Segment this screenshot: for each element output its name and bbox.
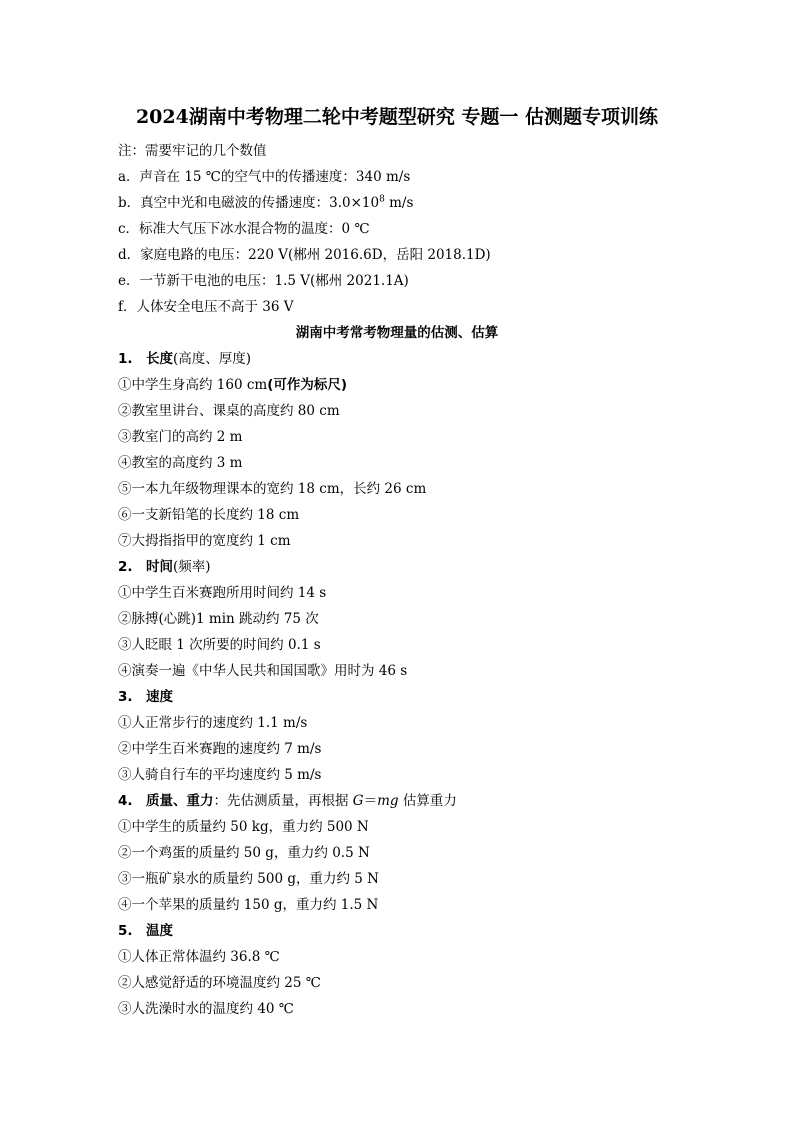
list-item: ③人骑自行车的平均速度约 5 m/s	[118, 767, 322, 783]
note-item-a: a．声音在 15 ℃的空气中的传播速度：340 m/s	[118, 169, 411, 185]
list-item: ①人体正常体温约 36.8 ℃	[118, 949, 280, 965]
notes-header: 注：需要牢记的几个数值	[118, 143, 267, 159]
section-title: 湖南中考常考物理量的估测、估算	[295, 325, 499, 341]
note-item-c: c．标准大气压下冰水混合物的温度：0 ℃	[118, 221, 370, 237]
section-1-heading: 1. 长度(高度、厚度)	[118, 351, 252, 367]
section-2-heading: 2. 时间(频率)	[118, 559, 211, 575]
list-item: ⑦大拇指指甲的宽度约 1 cm	[118, 533, 291, 549]
list-item: ①中学生身高约 160 cm(可作为标尺)	[118, 377, 348, 393]
note-item-e: e．一节新干电池的电压：1.5 V(郴州 2021.1A)	[118, 273, 409, 289]
note-item-d: d．家庭电路的电压：220 V(郴州 2016.6D，岳阳 2018.1D)	[118, 247, 491, 263]
list-item: ④一个苹果的质量约 150 g，重力约 1.5 N	[118, 897, 379, 913]
list-item: ①中学生百米赛跑所用时间约 14 s	[118, 585, 327, 601]
list-item: ④教室的高度约 3 m	[118, 455, 243, 471]
list-item: ③人洗澡时水的温度约 40 ℃	[118, 1001, 294, 1017]
formula-g: G	[352, 793, 364, 809]
list-item: ①中学生的质量约 50 kg，重力约 500 N	[118, 819, 369, 835]
list-item: ②教室里讲台、课桌的高度约 80 cm	[118, 403, 340, 419]
list-item: ③教室门的高约 2 m	[118, 429, 243, 445]
list-item: ③人眨眼 1 次所要的时间约 0.1 s	[118, 637, 321, 653]
list-item: ④演奏一遍《中华人民共和国国歌》用时为 46 s	[118, 663, 408, 679]
list-item: ⑥一支新铅笔的长度约 18 cm	[118, 507, 300, 523]
section-3-heading: 3. 速度	[118, 689, 173, 705]
list-item: ②人感觉舒适的环境温度约 25 ℃	[118, 975, 321, 991]
section-4-heading: 4. 质量、重力：先估测质量，再根据 G＝mg 估算重力	[118, 793, 457, 809]
formula-mg: mg	[377, 793, 399, 809]
list-item: ②脉搏(心跳)1 min 跳动约 75 次	[118, 611, 319, 627]
note-item-f: f．人体安全电压不高于 36 V	[118, 299, 294, 315]
list-item: ①人正常步行的速度约 1.1 m/s	[118, 715, 308, 731]
exponent: 8	[379, 194, 385, 205]
document-title: 2024湖南中考物理二轮中考题型研究 专题一 估测题专项训练	[135, 106, 659, 128]
list-item: ②一个鸡蛋的质量约 50 g，重力约 0.5 N	[118, 845, 370, 861]
list-item: ⑤一本九年级物理课本的宽约 18 cm，长约 26 cm	[118, 481, 427, 497]
list-item: ②中学生百米赛跑的速度约 7 m/s	[118, 741, 322, 757]
list-item: ③一瓶矿泉水的质量约 500 g，重力约 5 N	[118, 871, 379, 887]
note-item-b: b．真空中光和电磁波的传播速度：$3.0\times 10^8$ m/s	[118, 194, 414, 211]
section-5-heading: 5. 温度	[118, 923, 173, 939]
